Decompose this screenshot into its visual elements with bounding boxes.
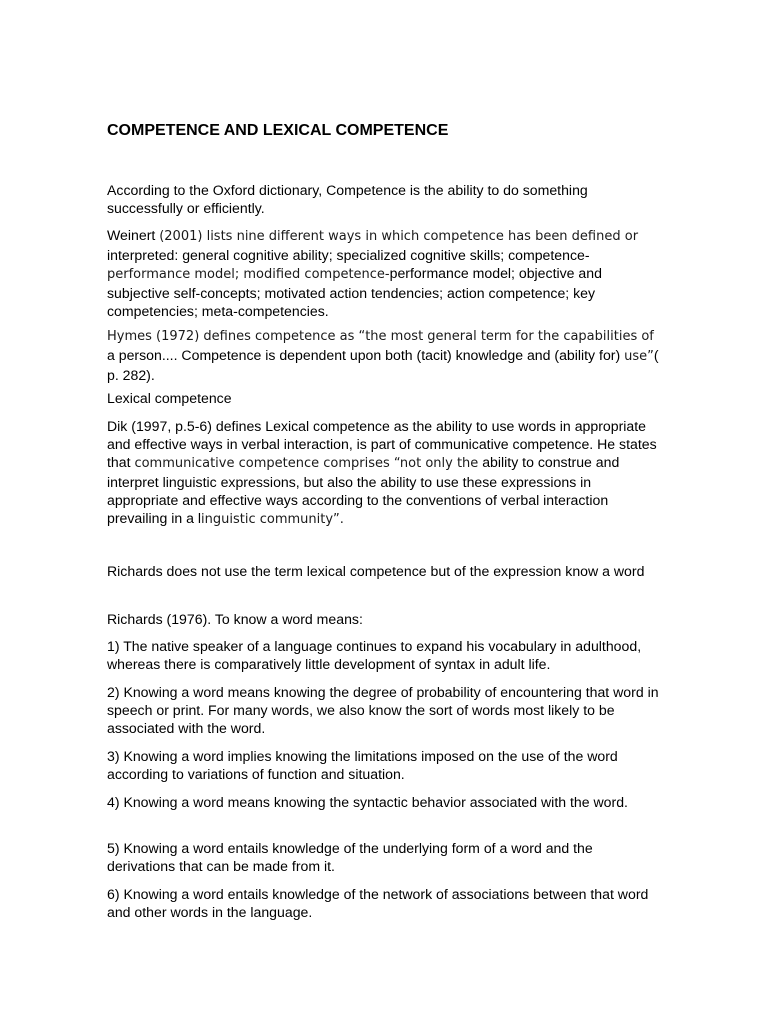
- dik-paragraph: [107, 417, 663, 529]
- dik-text-1: Dik (1997, p.5-6) defines Lexical competence as the ability to use words in appropriate and effective ways in verbal interaction, is part of communicative competence. He states that: [107, 418, 657, 470]
- weinert-text-1: (2001) lists nine different ways in which competence has been defined or: [159, 229, 639, 244]
- dik-text-4: inguistic community”.: [201, 512, 344, 527]
- hymes-paragraph: [107, 326, 663, 384]
- weinert-text-2: interpreted: general cognitive ability; specialized cognitive skills; competence-: [107, 247, 590, 263]
- hymes-text-4: ( p. 282).: [107, 347, 659, 383]
- document-title: COMPETENCE AND LEXICAL COMPETENCE: [107, 122, 449, 139]
- list-item: 1) The native speaker of a language continues to expand his vocabulary in adulthood, whereas there is comparatively little development of syntax in adult life.: [107, 638, 642, 672]
- list-item: 2) Knowing a word means knowing the degree of probability of encountering that word in speech or print. For many words, we also know the sort of words most likely to be associated with the word.: [107, 684, 659, 736]
- list-item: 3) Knowing a word implies knowing the limitations imposed on the use of the word according to variations of function and situation.: [107, 748, 618, 782]
- weinert-name: Weinert: [107, 227, 160, 243]
- list-item: 4) Knowing a word means knowing the syntactic behavior associated with the word.: [107, 794, 628, 810]
- weinert-paragraph: [107, 226, 663, 320]
- list-item: 6) Knowing a word entails knowledge of the network of associations between that word and other words in the language.: [107, 886, 649, 920]
- oxford-definition-paragraph: According to the Oxford dictionary, Competence is the ability to do something successfully or efficiently.: [107, 182, 588, 216]
- richards-intro-paragraph: Richards does not use the term lexical competence but of the expression know a word: [107, 563, 645, 579]
- dik-text-3: ability to construe and interpret linguistic expressions, but also the ability to use these expressions in appropriate and effective ways according to the conventions of verbal interaction prevailing in a l: [107, 454, 620, 526]
- weinert-text-4: performance model; objective and subjective self-concepts; motivated action tendencies; action competence; key competencies; meta-competencies.: [107, 265, 602, 319]
- list-item: 5) Knowing a word entails knowledge of the underlying form of a word and the derivations that can be made from it.: [107, 840, 593, 874]
- hymes-text-1: Hymes (1972) defines competence as “the most general term for the capabilities of: [107, 329, 654, 344]
- dik-text-2: communicative competence comprises “not only the: [134, 456, 479, 471]
- lexical-competence-heading: Lexical competence: [107, 390, 232, 406]
- weinert-text-3: performance model; modified competence-: [107, 267, 390, 282]
- hymes-text-3: use”: [624, 349, 654, 364]
- richards-1976-paragraph: Richards (1976). To know a word means:: [107, 611, 363, 627]
- hymes-text-2: a person.... Competence is dependent upon both (tacit) knowledge and (ability for): [107, 347, 625, 363]
